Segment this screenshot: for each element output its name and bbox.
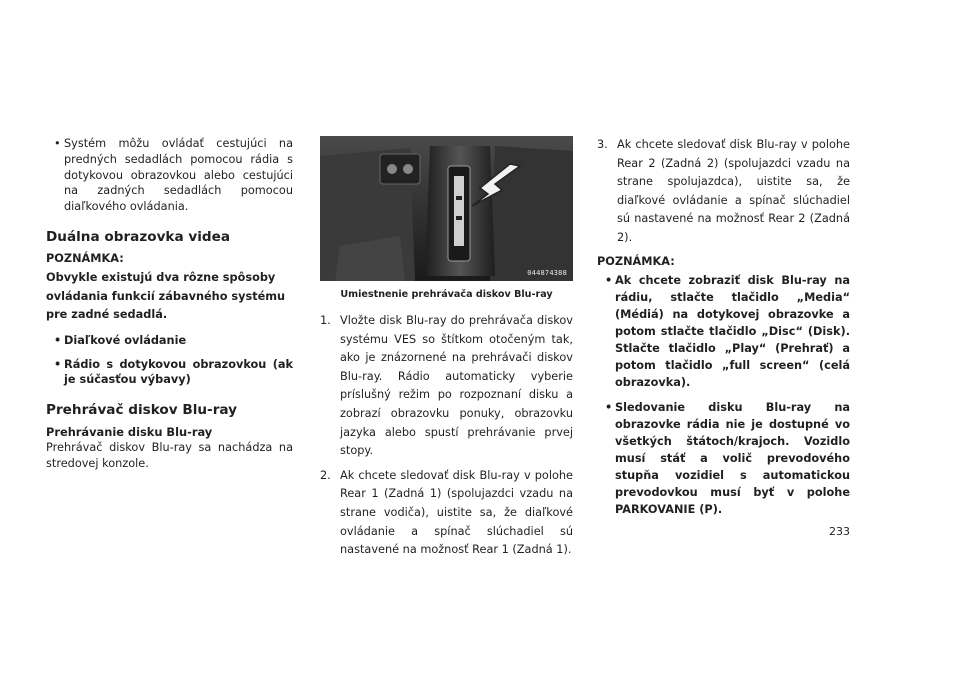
step-text: Ak chcete sledovať disk Blu-ray v polohe Rear 2 (Zadná 2) (spolujazdci vzadu na strane spolujazdca), uistite sa, že diaľkové ovládanie a spínač slúchadiel sú nastavené na možnosť Rear 2 (Zadná 2). [617, 138, 850, 244]
bullet-availability-warning: • Sledovanie disku Blu-ray na obrazovke rádia nie je dostupné vo všetkých štátoch/krajoch. Vozidlo musí stáť a volič prevodového stupňa vozidiel s automatickou prevodovkou musí byť v polohe PARKOVANIE (P). [597, 399, 850, 518]
page-number: 233 [829, 525, 850, 538]
step-text: Ak chcete sledovať disk Blu-ray v polohe Rear 1 (Zadná 1) (spolujazdci vzadu na strane vodiča), uistite sa, že diaľkové ovládanie a spínač slúchadiel sú nastavené na možnosť Rear 1 (Zadná 1). [340, 468, 573, 557]
photo-reference-code: 044874388 [527, 269, 567, 277]
step-text: Vložte disk Blu-ray do prehrávača diskov systému VES so štítkom otočeným tak, ako je znázornené na prehrávači diskov Blu-ray. Rádio automaticky vyberie príslušný režim po rozpoznaní disku a zobrazí obrazovku ponuky, obrazovku jazyka alebo spustí prehrávanie prvej stopy. [340, 314, 573, 458]
step-number: 3. [597, 138, 608, 151]
note-label: POZNÁMKA: [46, 251, 124, 265]
console-illustration [320, 136, 573, 281]
step-item-1 [320, 312, 573, 461]
column-middle [320, 136, 573, 566]
step-item-2 [320, 467, 573, 560]
step-number: 1. [320, 314, 331, 327]
column-right [597, 136, 850, 526]
photo-caption: Umiestnenie prehrávača diskov Blu-ray [340, 289, 553, 300]
note-body: Obvykle existujú dva rôzne spôsoby ovládania funkcií zábavného systému pre zadné sedadlá. [46, 270, 286, 322]
intro-bullet: • Systém môžu ovládať cestujúci na predných sedadlách pomocou rádia s dotykovou obrazovkou alebo cestujúci na zadných sedadlách pomocou diaľkového ovládania. [46, 136, 293, 215]
step-item-3 [597, 136, 850, 248]
bullet-touchscreen-radio: • Rádio s dotykovou obrazovkou (ak je súčasťou výbavy) [46, 357, 293, 389]
column-left [46, 136, 293, 472]
bullet-remote-control: • Diaľkové ovládanie [46, 333, 293, 349]
bluray-player-location-photo [320, 136, 573, 281]
heading-bluray-player: Prehrávač diskov Blu-ray [46, 402, 238, 419]
heading-dual-video-screen: Duálna obrazovka videa [46, 228, 231, 245]
note-label: POZNÁMKA: [597, 254, 675, 268]
subheading-playing-bluray: Prehrávanie disku Blu-ray [46, 425, 213, 440]
step-number: 2. [320, 468, 331, 482]
bullet-show-on-radio: • Ak chcete zobraziť disk Blu-ray na rádiu, stlačte tlačidlo „Media“ (Médiá) na dotykovej obrazovke a potom stlačte tlačidlo „Disc“ (Disk). Stlačte tlačidlo „Play“ (Prehrať) a potom tlačidlo „full screen“ (celá obrazovka). [597, 272, 850, 391]
steps-list-part1 [320, 312, 573, 560]
paragraph-player-location: Prehrávač diskov Blu-ray sa nachádza na stredovej konzole. [46, 441, 293, 470]
